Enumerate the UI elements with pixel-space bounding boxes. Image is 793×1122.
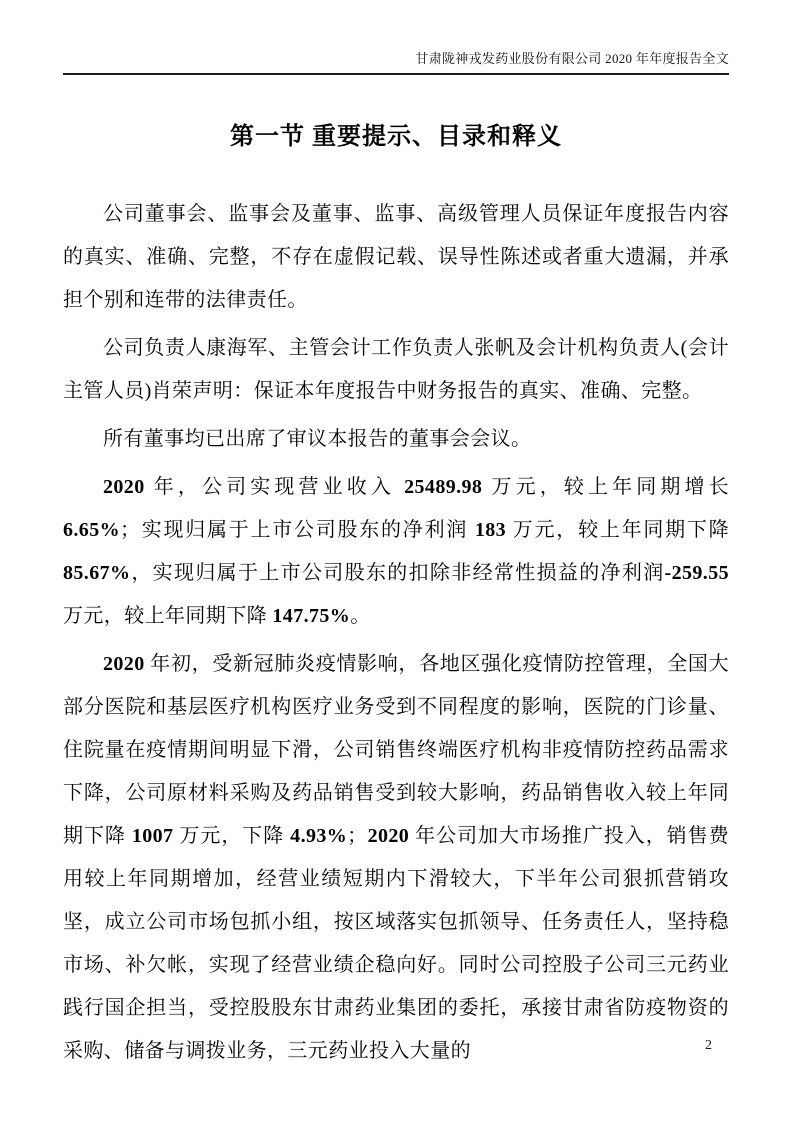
bold-value: 1007 bbox=[131, 825, 174, 847]
paragraph bbox=[63, 466, 729, 638]
page-header: 甘肃陇神戎发药业股份有限公司 2020 年年度报告全文 bbox=[63, 0, 729, 75]
text-run: 年，公司实现营业收入 bbox=[144, 476, 405, 498]
content-column bbox=[63, 0, 729, 1073]
text-run: 万元，较上年同期下降 bbox=[506, 519, 729, 541]
section-title: 第一节 重要提示、目录和释义 bbox=[230, 124, 562, 150]
paragraph bbox=[63, 643, 729, 1073]
bold-value: 2020 bbox=[103, 653, 145, 675]
bold-value: 2020 bbox=[367, 825, 410, 847]
page-number: 2 bbox=[705, 1038, 712, 1053]
text-run: 万元，较上年同期下降 bbox=[63, 605, 273, 627]
bold-value: 147.75% bbox=[272, 605, 351, 627]
text-run: 公司负责人康海军、主管会计工作负责人张帆及会计机构负责人(会计主管人员)肖荣声明：保证本年度报告中财务报告的真实、准确、完整。 bbox=[63, 337, 729, 402]
text-run: 年初，受新冠肺炎疫情影响，各地区强化疫情防控管理，全国大部分医院和基层医疗机构医疗业务受到不同程度的影响，医院的门诊量、住院量在疫情期间明显下滑，公司销售终端医疗机构非疫情防控药品需求下降，公司原材料采购及药品销售受到较大影响，药品销售收入较上年同期下降 bbox=[63, 653, 729, 847]
bold-value: 85.67% bbox=[63, 562, 131, 584]
text-run: 万元，较上年同期增长 bbox=[482, 476, 729, 498]
text-run: ； bbox=[347, 825, 368, 847]
text-run: ；实现归属于上市公司股东的净利润 bbox=[120, 519, 475, 541]
body-paragraphs bbox=[63, 193, 729, 1073]
text-run: 年公司加大市场推广投入，销售费用较上年同期增加，经营业绩短期内下滑较大，下半年公司狠抓营销攻坚，成立公司市场包抓小组，按区域落实包抓领导、任务责任人，坚持稳市场、补欠帐，实现了经营业绩企稳向好。同时公司控股子公司三元药业践行国企担当，受控股股东甘肃药业集团的委托，承接甘肃省防疫物资的采购、储备与调拨业务，三元药业投入大量的 bbox=[63, 825, 729, 1062]
paragraph bbox=[63, 418, 729, 461]
text-run: 所有董事均已出席了审议本报告的董事会会议。 bbox=[103, 428, 532, 450]
bold-value: 6.65% bbox=[63, 519, 120, 541]
bold-value: 183 bbox=[474, 519, 507, 541]
paragraph bbox=[63, 193, 729, 322]
text-run: 。 bbox=[350, 605, 371, 627]
bold-value: 4.93% bbox=[290, 825, 348, 847]
bold-value: 2020 bbox=[103, 476, 145, 498]
text-run: ，实现归属于上市公司股东的扣除非经常性损益的净利润 bbox=[130, 562, 665, 584]
bold-value: 25489.98 bbox=[404, 476, 483, 498]
paragraph bbox=[63, 327, 729, 413]
bold-value: -259.55 bbox=[664, 562, 729, 584]
text-run: 万元，下降 bbox=[173, 825, 291, 847]
text-run: 公司董事会、监事会及董事、监事、高级管理人员保证年度报告内容的真实、准确、完整，不存在虚假记载、误导性陈述或者重大遗漏，并承担个别和连带的法律责任。 bbox=[63, 203, 729, 311]
